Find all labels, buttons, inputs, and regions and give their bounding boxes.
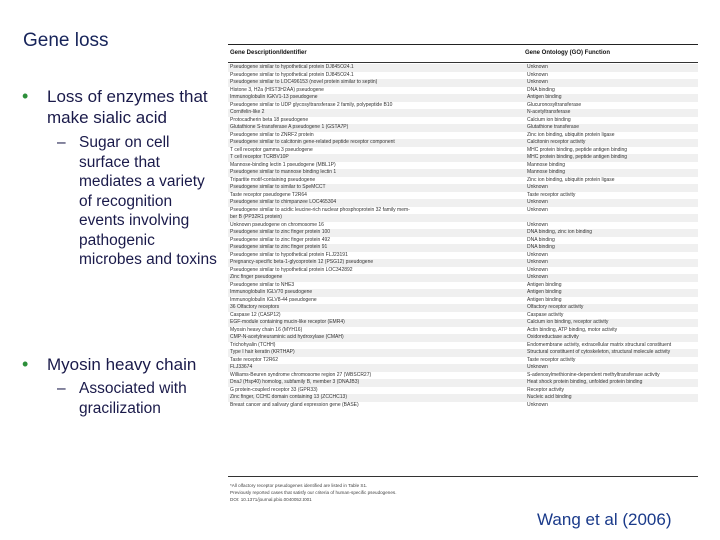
table-row (228, 147, 698, 155)
table-top-rule (228, 44, 698, 45)
go-function-cell: Oxidoreductase activity (527, 334, 579, 340)
table-row (228, 402, 698, 410)
gene-description-cell: Breast cancer and salivary gland expression gene (BASE) (230, 401, 359, 408)
go-function-cell: Unknown (527, 199, 548, 205)
gene-description-cell: Pseudogene similar to similar to SpeMCCT (230, 184, 326, 190)
bullet-label: Myosin heavy chain (47, 355, 197, 374)
go-function-cell: Antigen binding (527, 289, 562, 295)
go-function-cell: Glucuronosyltransferase (527, 101, 582, 108)
gene-description-cell: Immunoglobulin IGKV1-13 pseudogene (230, 94, 318, 100)
go-function-cell: DNA binding (527, 244, 555, 250)
table-row (228, 342, 698, 350)
gene-description-cell: Williams-Beuren syndrome chromosome region 27 (WBSCR27) (230, 371, 372, 378)
go-function-cell: Glutathione transferase (527, 124, 579, 130)
go-function-cell: Olfactory receptor activity (527, 304, 584, 310)
go-function-cell: Unknown (527, 71, 548, 78)
table-header-rule (228, 62, 698, 63)
go-function-cell: Antigen binding (527, 296, 562, 303)
go-function-cell: Heat shock protein binding, unfolded protein binding (527, 379, 643, 385)
go-function-cell: Unknown (527, 274, 548, 280)
table-row (228, 64, 698, 72)
gene-description-cell: Taste receptor T2R62 (230, 356, 278, 363)
go-function-cell: Mannose binding (527, 161, 566, 168)
gene-description-cell: EGF-module containing mucin-like receptor (EMR4) (230, 319, 345, 325)
gene-description-cell: Immunoglobulin IGLV70 pseudogene (230, 289, 313, 295)
go-function-cell: S-adenosylmethionine-dependent methyltransferase activity (527, 371, 660, 378)
bullet-label: Loss of enzymes that make sialic acid (47, 87, 208, 127)
table-row (228, 237, 698, 245)
sub-bullet-text: Sugar on cell surface that mediates a variety of recognition events involving pathogenic microbes and toxins (79, 134, 217, 268)
table-row (228, 379, 698, 387)
table-row (228, 124, 698, 132)
dash-icon: – (57, 380, 66, 397)
go-function-cell: Unknown (527, 364, 548, 370)
gene-description-cell: Myosin heavy chain 16 (MYH16) (230, 326, 303, 333)
gene-description-cell: Glutathione S-transferase A pseudogene 1 (GSTA7P) (230, 124, 349, 130)
table-header-right: Gene Ontology (GO) Function (525, 50, 610, 56)
dash-icon: – (57, 134, 66, 151)
table-row (228, 117, 698, 125)
table-row (228, 154, 698, 162)
gene-description-cell: Pregnancy-specific beta-1-glycoprotein 12 (PSG12) pseudogene (230, 259, 374, 265)
table-row (228, 267, 698, 275)
table-note: Previously reported cases that satisfy our criteria of human-specific pseudogenes. (230, 490, 397, 495)
gene-description-cell: T cell receptor TCRBV10P (230, 154, 289, 160)
table-row (228, 229, 698, 237)
table-note: DOI: 10.1371/journal.pbio.0040052.t001 (230, 497, 312, 502)
table-row (228, 244, 698, 252)
table-row (228, 94, 698, 102)
slide-title: Gene loss (23, 30, 109, 51)
bullet-item (22, 86, 217, 270)
gene-description-cell: 36 Olfactory receptors (230, 304, 280, 310)
go-function-cell: Unknown (527, 79, 548, 85)
go-function-cell: Unknown (527, 221, 548, 228)
go-function-cell: Actin binding, ATP binding, motor activity (527, 326, 618, 333)
table-note: *All olfactory receptor pseudogenes identified are listed in Table S1. (230, 483, 368, 488)
table-row (228, 162, 698, 170)
table-row (228, 372, 698, 380)
table-row (228, 282, 698, 290)
table-row (228, 252, 698, 260)
gene-description-cell: FLJ33674 (230, 364, 253, 370)
go-function-cell: Unknown (527, 184, 548, 190)
gene-description-cell: Pseudogene similar to mannose binding lectin 1 (230, 169, 337, 175)
gene-description-cell: Cornifelin-like 2 (230, 109, 265, 115)
gene-description-cell: Pseudogene similar to zinc finger protein 492 (230, 236, 331, 243)
go-function-cell: Unknown (527, 206, 548, 213)
go-function-cell: Zinc ion binding, ubiquitin protein ligase (527, 176, 615, 183)
table-row (228, 139, 698, 147)
gene-description-cell: Zinc finger pseudogene (230, 274, 283, 280)
table-row (228, 349, 698, 357)
gene-description-cell: Immunoglobulin IGLV8-44 pseudogene (230, 296, 317, 303)
gene-description-cell: T cell receptor gamma 3 pseudogene (230, 146, 313, 153)
table-row (228, 102, 698, 110)
sub-bullet (57, 379, 217, 418)
gene-description-cell: DnaJ (Hsp40) homolog, subfamily B, member 3 (DNAJB3) (230, 379, 360, 385)
go-function-cell: DNA binding (527, 236, 555, 243)
bullet-dot-icon: • (22, 86, 29, 106)
sub-bullet-text: Associated with gracilization (79, 380, 187, 417)
gene-description-cell: Mannose-binding lectin 1 pseudogene (MBL1P) (230, 161, 336, 168)
table-row (228, 364, 698, 372)
bullet-dot-icon: • (22, 354, 29, 374)
gene-description-cell: Unknown pseudogene on chromosome 16 (230, 221, 324, 228)
gene-description-cell: Pseudogene similar to NHE3 (230, 281, 295, 288)
gene-description-cell: Type I hair keratin (KRTHAP) (230, 349, 295, 355)
go-function-cell: Structural constituent of cytoskeleton, structural molecule activity (527, 349, 671, 355)
go-function-cell: Unknown (527, 266, 548, 273)
gene-description-cell: Zinc finger, CCHC domain containing 13 (ZCCHC13) (230, 394, 347, 400)
gene-description-cell: Pseudogene similar to hypothetical protein DJ845O24.1 (230, 71, 354, 78)
go-function-cell: Unknown (527, 259, 548, 265)
gene-description-cell: Pseudogene similar to hypothetical protein LOC342892 (230, 266, 353, 273)
gene-description-cell: Protocadherin beta 18 pseudogene (230, 116, 309, 123)
gene-description-cell: G protein-coupled receptor 33 (GPR33) (230, 386, 318, 393)
table-row (228, 207, 698, 215)
go-function-cell: Caspase activity (527, 311, 564, 318)
table-row (228, 79, 698, 87)
go-function-cell: Calcium ion binding (527, 116, 571, 123)
go-function-cell: Calcitonin receptor activity (527, 139, 586, 145)
go-function-cell: Unknown (527, 401, 548, 408)
go-function-cell: Antigen binding (527, 94, 562, 100)
go-function-cell: MHC protein binding, peptide antigen binding (527, 146, 628, 153)
table-row (228, 177, 698, 185)
gene-description-cell: Pseudogene similar to acidic leucine-rich nuclear phosphoprotein 32 family mem- (230, 206, 410, 213)
table-row (228, 109, 698, 117)
table-row (228, 312, 698, 320)
table-bottom-rule (228, 476, 698, 477)
table-row (228, 387, 698, 395)
gene-description-cell: Taste receptor pseudogene T2R64 (230, 191, 307, 198)
gene-description-cell: Trichohyalin (TCHH) (230, 341, 276, 348)
gene-description-cell: Tripartite motif-containing pseudogene (230, 176, 316, 183)
gene-description-cell: Pseudogene similar to calcitonin gene-related peptide receptor component (230, 139, 395, 145)
table-row (228, 319, 698, 327)
table-row (228, 199, 698, 207)
go-function-cell: Calcium ion binding, receptor activity (527, 319, 609, 325)
go-function-cell: Unknown (527, 64, 548, 70)
go-function-cell: Zinc ion binding, ubiquitin protein ligase (527, 131, 615, 138)
table-row (228, 87, 698, 95)
go-function-cell: Taste receptor activity (527, 356, 576, 363)
gene-description-cell: Pseudogene similar to hypothetical protein DJ845O24.1 (230, 64, 354, 70)
table-row (228, 297, 698, 305)
table-row (228, 132, 698, 140)
table-row (228, 357, 698, 365)
gene-description-cell: CMP-N-acetylneuraminic acid hydroxylase (CMAH) (230, 334, 344, 340)
citation: Wang et al (2006) (537, 510, 672, 529)
go-function-cell: Nucleic acid binding (527, 394, 572, 400)
gene-description-cell: Caspase 12 (CASP12) (230, 311, 281, 318)
table-header-left: Gene Description/Identifier (230, 50, 307, 56)
gene-description-cell: Histone 3, H2a (HIST3H2AA) pseudogene (230, 86, 324, 93)
go-function-cell: Unknown (527, 251, 548, 258)
go-function-cell: Endomembrane activity, extracellular matrix structural constituent (527, 341, 672, 348)
gene-description-cell: ber B (PP32R1 protein) (230, 214, 282, 220)
go-function-cell: Taste receptor activity (527, 191, 576, 198)
table-row (228, 334, 698, 342)
gene-description-cell: Pseudogene similar to zinc finger protein 100 (230, 229, 331, 235)
table-row (228, 304, 698, 312)
gene-description-cell: Pseudogene similar to hypothetical protein FLJ23191 (230, 251, 348, 258)
gene-description-cell: Pseudogene similar to ZNRF2 protein (230, 131, 314, 138)
go-function-cell: N-acetyltransferase (527, 109, 571, 115)
gene-description-cell: Pseudogene similar to chimpanzee LOC465304 (230, 199, 337, 205)
go-function-cell: DNA binding, zinc ion binding (527, 229, 593, 235)
go-function-cell (525, 214, 698, 222)
gene-description-cell: Pseudogene similar to UDP glycosyltransferase 2 family, polypeptide B10 (230, 101, 393, 108)
table-notes (230, 482, 530, 503)
go-function-cell: Mannose binding (527, 169, 566, 175)
table-row (228, 222, 698, 230)
go-function-cell: MHC protein binding, peptide antigen binding (527, 154, 628, 160)
table-row (228, 259, 698, 267)
go-function-cell: Antigen binding (527, 281, 562, 288)
table-row (228, 394, 698, 402)
gene-description-cell: Pseudogene similar to LOC496153 (novel protein similar to septin) (230, 79, 378, 85)
table-row (228, 289, 698, 297)
sub-bullet (57, 133, 217, 270)
table-row (228, 72, 698, 80)
table-body (228, 64, 698, 409)
table-row (228, 192, 698, 200)
gene-description-cell: Pseudogene similar to zinc finger protein 91 (230, 244, 328, 250)
table-row (228, 169, 698, 177)
go-function-cell: Receptor activity (527, 386, 564, 393)
gene-table (228, 32, 703, 514)
bullet-item (22, 354, 217, 418)
table-row (228, 327, 698, 335)
table-row (228, 214, 698, 222)
go-function-cell: DNA binding (527, 86, 555, 93)
table-row (228, 274, 698, 282)
table-row (228, 184, 698, 192)
